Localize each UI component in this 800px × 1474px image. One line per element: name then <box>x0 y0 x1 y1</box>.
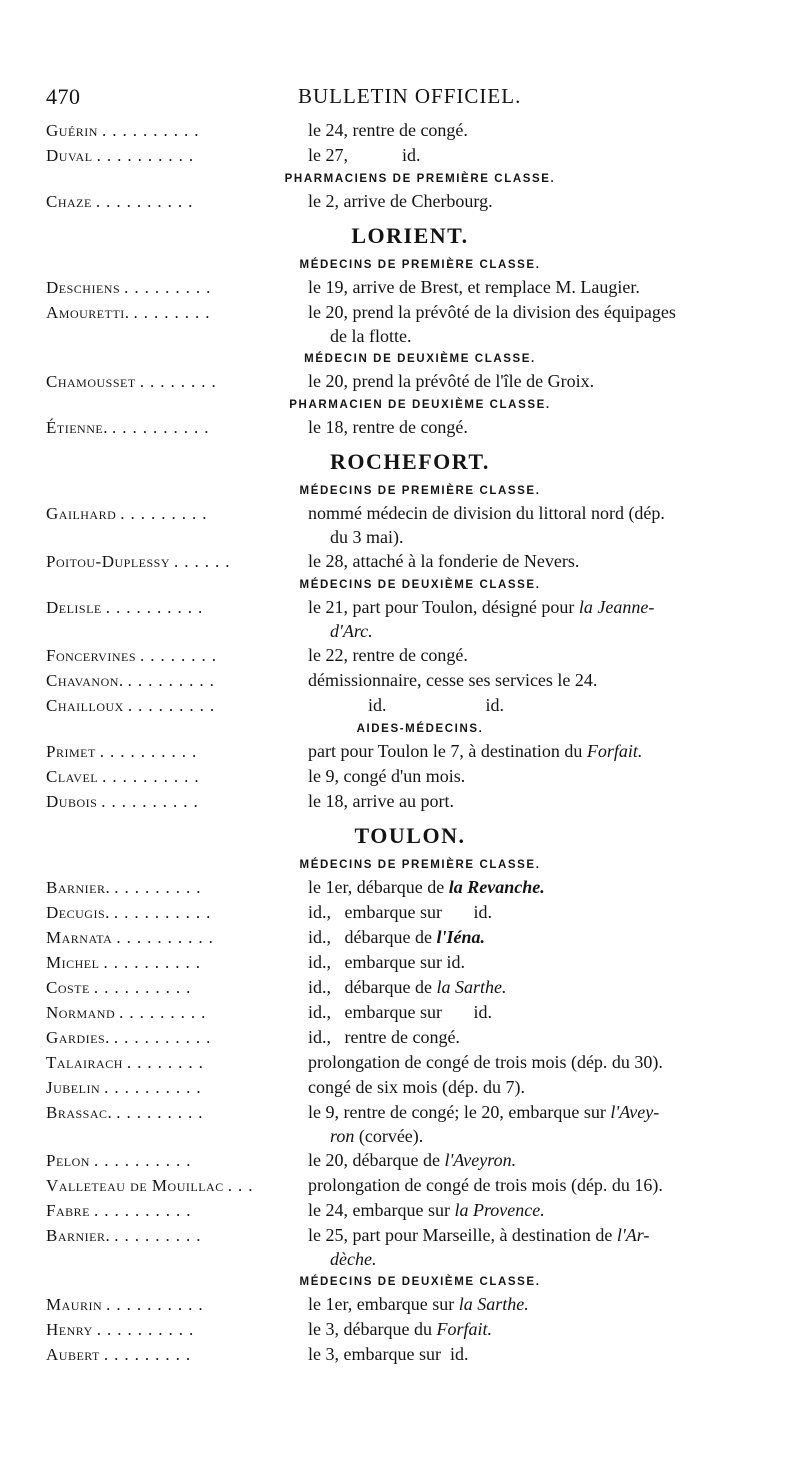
entry-name: Guérin <box>46 121 98 140</box>
entry: Brassac. ......... le 9, rentre de congé; le 20, embarque sur l'Avey- ron (corvée). <box>46 1102 660 1146</box>
entry-name: Primet <box>46 742 96 761</box>
entry: Gailhard ......... nommé médecin de division du littoral nord (dép. du 3 mai). <box>46 501 786 549</box>
entry: Coste .......... id., débarque de la Sarthe. <box>46 977 507 997</box>
entry-text: le 28, attaché à la fonderie de Nevers. <box>308 551 580 571</box>
entry-text: le 18, rentre de congé. <box>308 417 468 437</box>
entry-text: id. id. <box>368 695 505 715</box>
entry-text: id., embarque sur id. <box>308 952 465 972</box>
entry: Chamousset ........ le 20, prend la prévôté de l'île de Groix. <box>46 369 786 394</box>
entry: Barnier. ......... le 25, part pour Marseille, à destination de l'Ar- dèche. <box>46 1223 786 1271</box>
entry-text: le 20, prend la prévôté de l'île de Groix. <box>308 371 595 391</box>
entry-text: id., embarque sur id. <box>308 1002 492 1022</box>
entry-name: Étienne. <box>46 418 108 437</box>
page-content <box>0 118 800 1367</box>
entry-name: Gardies. <box>46 1028 110 1047</box>
entry: Talairach ........ prolongation de congé de trois mois (dép. du 30). <box>46 1050 786 1075</box>
entry: Normand ......... id., embarque sur id. <box>46 1000 786 1025</box>
port-heading: LORIENT. <box>351 223 469 248</box>
entry-name: Aubert <box>46 1345 100 1364</box>
entry: Amouretti. ........ le 20, prend la prévôté de la division des équipages de la flotte. <box>46 300 786 348</box>
entry-continuation: d'Arc. <box>330 621 373 641</box>
entry: Primet .......... part pour Toulon le 7, à destination du Forfait. <box>46 741 643 761</box>
rank-heading: MÉDECINS DE PREMIÈRE CLASSE. <box>299 859 541 871</box>
entry-text: id., débarque de <box>308 977 437 997</box>
entry-name: Deschiens <box>46 278 121 297</box>
entry-text: prolongation de congé de trois mois (dép. du 30). <box>308 1052 663 1072</box>
entry-name: Normand <box>46 1003 116 1022</box>
entry-text: congé de six mois (dép. du 7). <box>308 1077 525 1097</box>
entry-text: le 21, part pour Toulon, désigné pour <box>308 597 579 617</box>
entry-continuation: dèche. <box>330 1249 377 1269</box>
entry-name: Jubelin <box>46 1078 101 1097</box>
rank-heading: MÉDECIN DE DEUXIÈME CLASSE. <box>304 353 536 365</box>
entry: Barnier. ......... le 1er, débarque de la Revanche. <box>46 877 545 897</box>
port-heading: ROCHEFORT. <box>330 449 490 474</box>
entry-continuation: (corvée). <box>354 1126 424 1146</box>
entry-text: le 20, débarque de <box>308 1150 445 1170</box>
entry-name: Dubois <box>46 792 98 811</box>
ship-name: Forfait. <box>436 1319 492 1339</box>
entry: Decugis. .......... id., embarque sur id. <box>46 900 786 925</box>
entry-name: Gailhard <box>46 504 117 523</box>
entry: Chaze .......... le 2, arrive de Cherbourg. <box>46 189 786 214</box>
entry-name: Michel <box>46 953 100 972</box>
entry: Maurin .......... le 1er, embarque sur la Sarthe. <box>46 1294 529 1314</box>
entry-continuation: de la flotte. <box>330 326 412 346</box>
entry-name: Delisle <box>46 598 102 617</box>
ship-name: la Sarthe. <box>436 977 507 997</box>
entry-name: Foncervines <box>46 646 136 665</box>
entry-continuation: du 3 mai). <box>330 527 404 547</box>
rank-heading: MÉDECINS DE DEUXIÈME CLASSE. <box>299 1276 541 1288</box>
port-heading: TOULON. <box>354 823 466 848</box>
rank-heading: MÉDECINS DE DEUXIÈME CLASSE. <box>299 579 541 591</box>
entry-text: le 9, rentre de congé; le 20, embarque sur <box>308 1102 611 1122</box>
page-number: 470 <box>46 84 81 109</box>
entry-name: Chailloux <box>46 696 124 715</box>
ship-name: l'Aveyron. <box>444 1150 517 1170</box>
entry-continuation: ron <box>330 1126 355 1146</box>
entry-name: Barnier. <box>46 1226 111 1245</box>
entry-name: Brassac. <box>46 1103 113 1122</box>
entry: Poitou-Duplessy ...... le 28, attaché à la fonderie de Nevers. <box>46 549 786 574</box>
entry-text: le 22, rentre de congé. <box>308 645 468 665</box>
ship-name: la Sarthe. <box>458 1294 529 1314</box>
entry: Dubois .......... le 18, arrive au port. <box>46 789 786 814</box>
ship-name: l'Iéna. <box>436 927 485 947</box>
entry-text: le 27, id. <box>308 145 421 165</box>
entry: Valleteau de Mouillac ... prolongation de congé de trois mois (dép. du 16). <box>46 1173 786 1198</box>
entry: Guérin .......... le 24, rentre de congé. <box>46 118 786 143</box>
entry-text: prolongation de congé de trois mois (dép. du 16). <box>308 1175 663 1195</box>
entry-name: Chamousset <box>46 372 136 391</box>
entry-text: le 3, débarque du <box>308 1319 437 1339</box>
entry-text: le 20, prend la prévôté de la division des équipages <box>308 302 676 322</box>
entry-name: Fabre <box>46 1201 90 1220</box>
entry: Marnata .......... id., débarque de l'Iéna. <box>46 927 485 947</box>
entry-name: Amouretti. <box>46 303 130 322</box>
entry-text: id., embarque sur id. <box>308 902 492 922</box>
entry-text: le 19, arrive de Brest, et remplace M. Laugier. <box>308 277 640 297</box>
entry-text: le 18, arrive au port. <box>308 791 454 811</box>
entry: Jubelin .......... congé de six mois (dép. du 7). <box>46 1075 786 1100</box>
entry-text: le 3, embarque sur id. <box>308 1344 469 1364</box>
entry: Gardies. .......... id., rentre de congé. <box>46 1025 786 1050</box>
entry-name: Talairach <box>46 1053 123 1072</box>
rank-heading: AIDES-MÉDECINS. <box>356 723 484 735</box>
ship-name: la Provence. <box>454 1200 545 1220</box>
rank-heading: MÉDECINS DE PREMIÈRE CLASSE. <box>299 485 541 497</box>
entry-name: Valleteau de Mouillac <box>46 1176 224 1195</box>
entry-text: id., rentre de congé. <box>308 1027 460 1047</box>
running-title: BULLETIN OFFICIEL. <box>298 84 522 108</box>
entry-text: part pour Toulon le 7, à destination du <box>308 741 587 761</box>
ship-name: Forfait. <box>586 741 643 761</box>
rank-heading: MÉDECINS DE PREMIÈRE CLASSE. <box>299 259 541 271</box>
entry-text: le 1er, débarque de <box>308 877 449 897</box>
entry-name: Coste <box>46 978 90 997</box>
entry-name: Maurin <box>46 1295 103 1314</box>
entry-text: le 2, arrive de Cherbourg. <box>308 191 493 211</box>
entry-text: démissionnaire, cesse ses services le 24. <box>308 670 598 690</box>
entry: Deschiens ......... le 19, arrive de Brest, et remplace M. Laugier. <box>46 275 786 300</box>
rank-heading: PHARMACIENS DE PREMIÈRE CLASSE. <box>284 173 556 185</box>
entry: Étienne. .......... le 18, rentre de congé. <box>46 415 786 440</box>
entry-name: Pelon <box>46 1151 90 1170</box>
entry: Pelon .......... le 20, débarque de l'Aveyron. <box>46 1150 517 1170</box>
entry-name: Barnier. <box>46 878 111 897</box>
entry: Clavel .......... le 9, congé d'un mois. <box>46 764 786 789</box>
entry-name: Henry <box>46 1320 93 1339</box>
entry: Chavanon. ......... démissionnaire, cesse ses services le 24. <box>46 668 786 693</box>
rank-heading: PHARMACIEN DE DEUXIÈME CLASSE. <box>289 399 551 411</box>
entry: Foncervines ........ le 22, rentre de congé. <box>46 643 786 668</box>
entry-name: Marnata <box>46 928 113 947</box>
entry-text: le 25, part pour Marseille, à destination de <box>308 1225 617 1245</box>
entry-name: Poitou-Duplessy <box>46 552 171 571</box>
ship-name: l'Avey- <box>610 1102 660 1122</box>
entry: Michel .......... id., embarque sur id. <box>46 950 786 975</box>
entry-text: le 24, rentre de congé. <box>308 120 468 140</box>
ship-name: l'Ar- <box>616 1225 650 1245</box>
entry-text: le 9, congé d'un mois. <box>308 766 466 786</box>
entry-name: Duval <box>46 146 93 165</box>
entry-name: Chavanon. <box>46 671 124 690</box>
page-header <box>46 84 746 112</box>
entry: Henry .......... le 3, débarque du Forfait. <box>46 1319 492 1339</box>
entry-text: nommé médecin de division du littoral nord (dép. <box>308 503 665 523</box>
ship-name: la Revanche. <box>448 877 545 897</box>
entry: Aubert ......... le 3, embarque sur id. <box>46 1342 786 1367</box>
entry: Duval .......... le 27, id. <box>46 143 786 168</box>
entry-text: le 24, embarque sur <box>308 1200 455 1220</box>
entry: Fabre .......... le 24, embarque sur la Provence. <box>46 1200 545 1220</box>
entry-name: Decugis. <box>46 903 110 922</box>
entry-text: id., débarque de <box>308 927 437 947</box>
entry-text: le 1er, embarque sur <box>308 1294 459 1314</box>
entry: Delisle .......... le 21, part pour Toulon, désigné pour la Jeanne- d'Arc. <box>46 595 786 643</box>
entry-name: Clavel <box>46 767 99 786</box>
entry-name: Chaze <box>46 192 92 211</box>
entry: Chailloux ......... id. id. <box>46 693 786 718</box>
ship-name: la Jeanne- <box>578 597 655 617</box>
